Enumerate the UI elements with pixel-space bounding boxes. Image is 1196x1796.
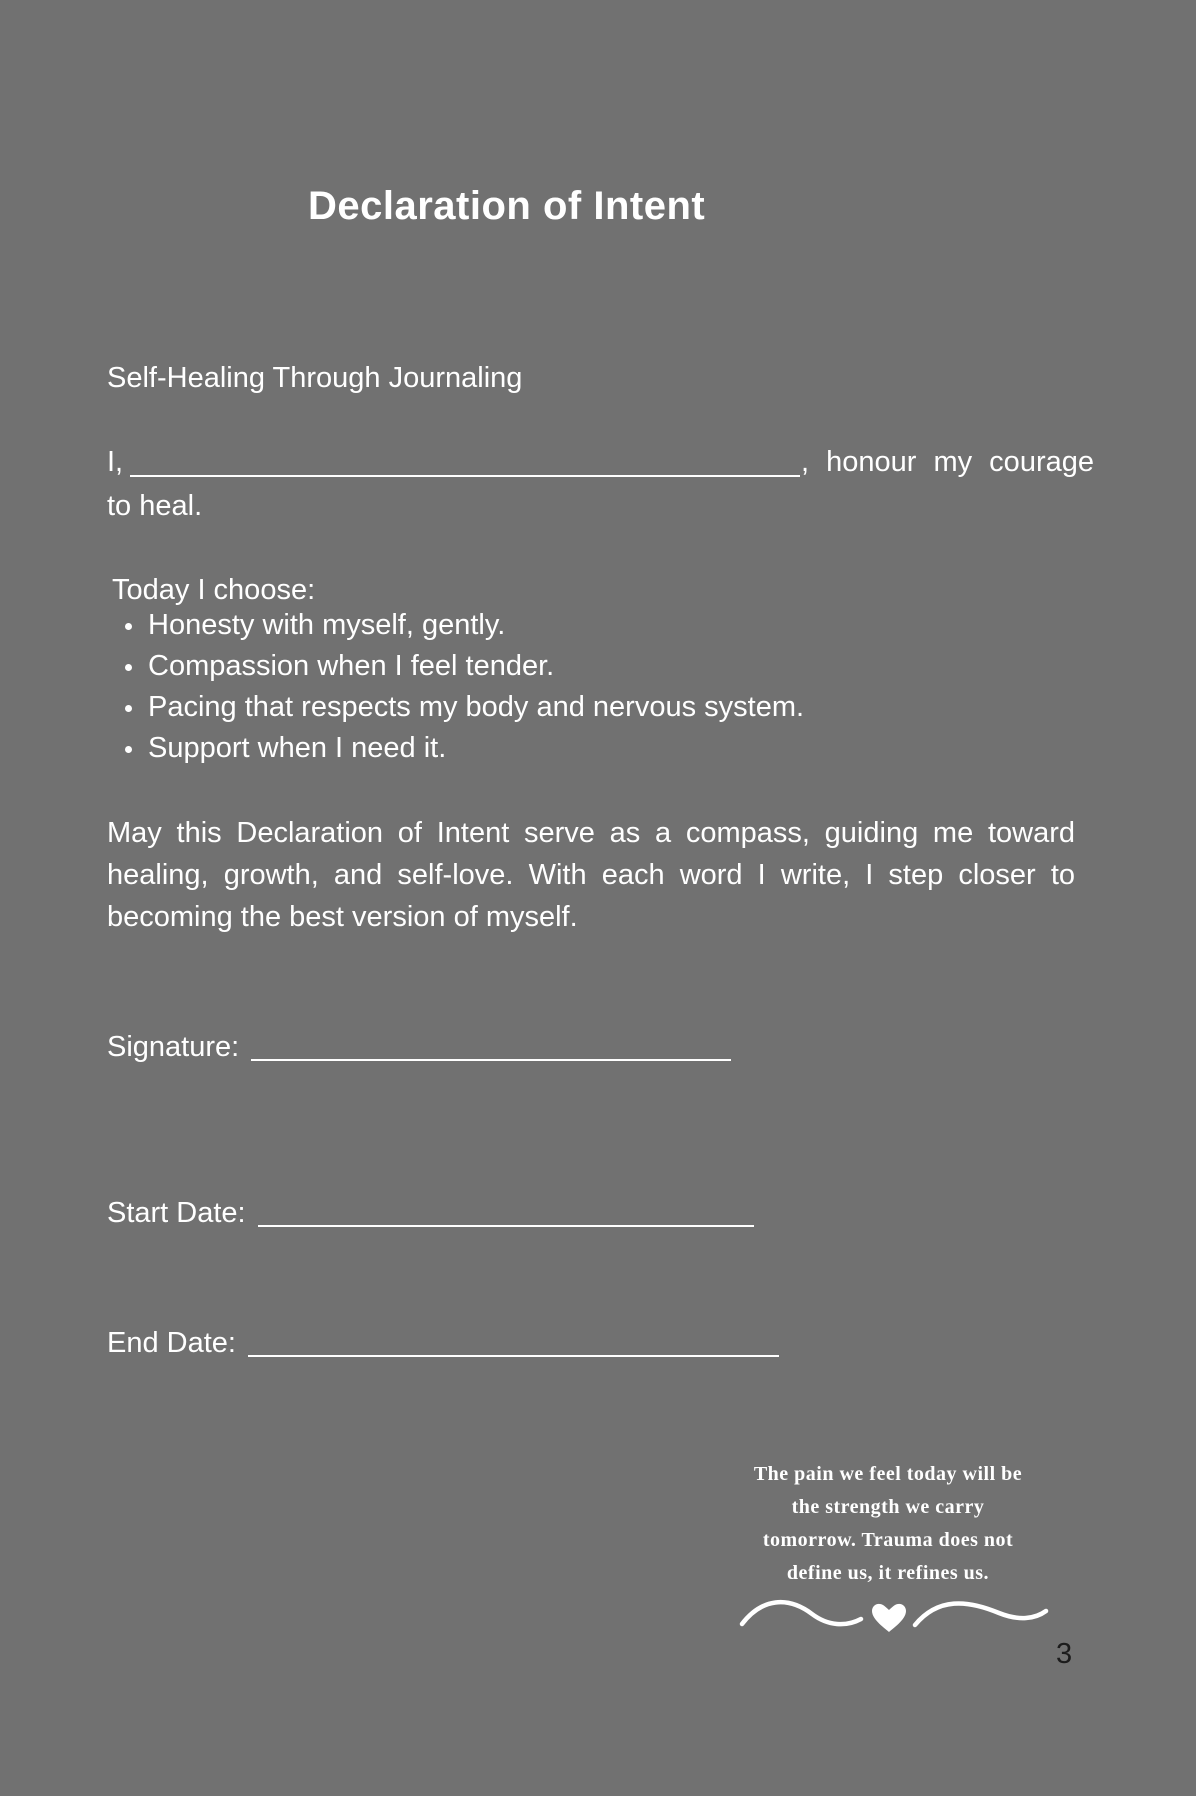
quote-flourish	[738, 1592, 1050, 1636]
page-title: Declaration of Intent	[308, 184, 706, 228]
choice-item: Pacing that respects my body and nervous system.	[148, 687, 804, 728]
quote-line: tomorrow. Trauma does not	[762, 1529, 1014, 1551]
signature-blank-field[interactable]	[251, 1058, 731, 1061]
start-date-blank-field[interactable]	[258, 1224, 754, 1227]
swoosh-left-icon	[742, 1602, 861, 1624]
quote-block	[688, 1458, 1088, 1590]
subtitle: Self-Healing Through Journaling	[107, 362, 523, 394]
signature-row	[107, 1031, 731, 1064]
choice-item: Support when I need it.	[148, 728, 804, 769]
end-date-row	[107, 1327, 779, 1360]
heart-icon	[872, 1604, 906, 1632]
signature-label: Signature:	[107, 1031, 240, 1063]
quote-line: The pain we feel today will be	[753, 1463, 1023, 1485]
closing-paragraph: May this Declaration of Intent serve as a compass, guiding me toward healing, growth, and self-love. With each word I write, I step closer to becoming the best version of myself.	[107, 817, 1075, 933]
end-date-label: End Date:	[107, 1327, 236, 1359]
start-date-row	[107, 1197, 754, 1230]
declaration-prefix: I,	[107, 446, 124, 478]
start-date-label: Start Date:	[107, 1197, 246, 1229]
declaration-suffix: , honour my courage	[801, 446, 1094, 478]
name-blank-field[interactable]	[130, 448, 800, 477]
quote-line: define us, it refines us.	[786, 1562, 990, 1584]
choices-heading: Today I choose:	[112, 574, 316, 606]
quote-line: the strength we carry	[791, 1496, 985, 1518]
choices-list	[148, 605, 804, 769]
declaration-continuation: to heal.	[107, 490, 203, 522]
swoosh-right-icon	[915, 1603, 1046, 1625]
choice-item: Compassion when I feel tender.	[148, 646, 804, 687]
page-number: 3	[1056, 1638, 1073, 1670]
choice-item: Honesty with myself, gently.	[148, 605, 804, 646]
end-date-blank-field[interactable]	[248, 1354, 779, 1357]
